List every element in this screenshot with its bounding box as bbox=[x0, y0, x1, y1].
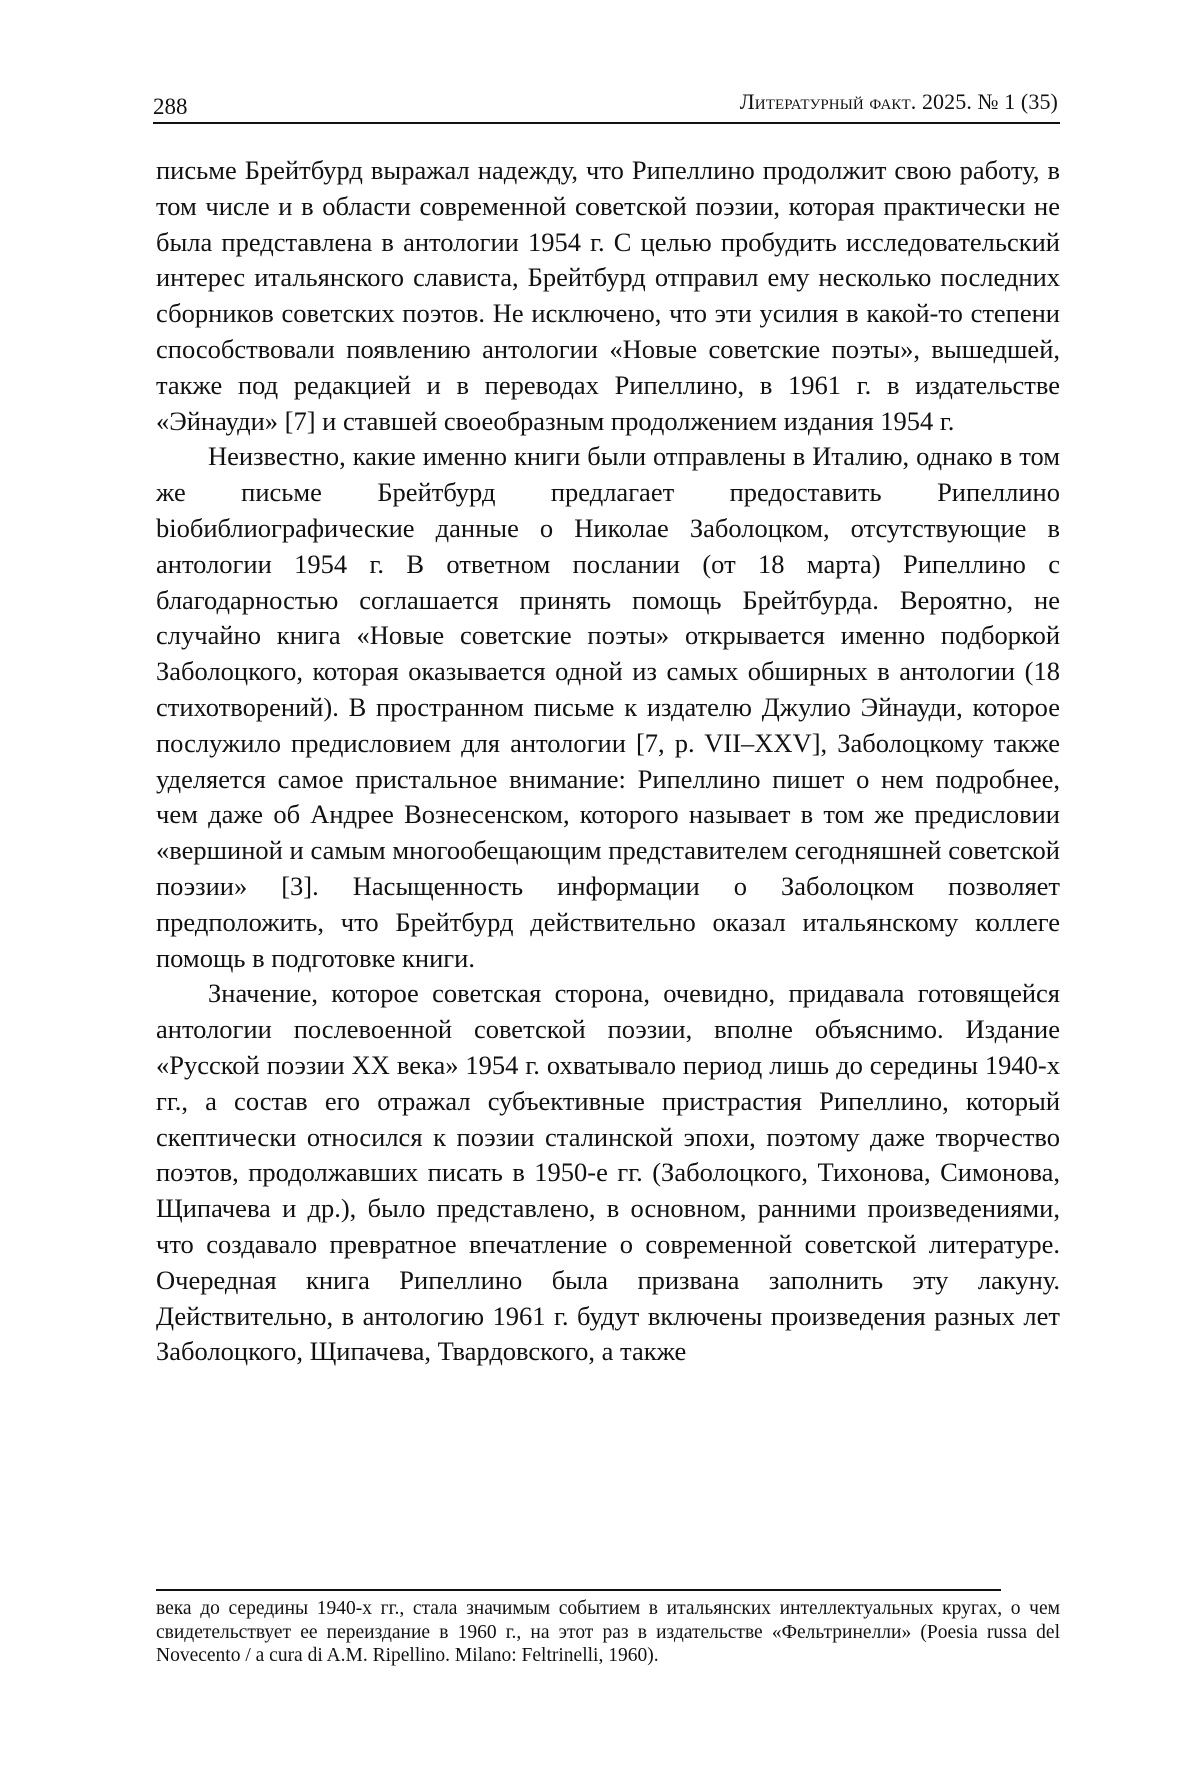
footnote: века до середины 1940-х гг., стала значимым событием в итальянских интеллектуальных кругах, о чем свидетельствует ее переиздание в 1960 г., на этот раз в издательстве «Фельтринелли» (Poesia russa del Novecento / a cura di A.M. Ripellino. Milano: Feltrinelli, 1960). bbox=[156, 1598, 1060, 1666]
footnote-divider bbox=[156, 1589, 1001, 1591]
journal-title: Литературный факт. 2025. № 1 (35) bbox=[739, 89, 1058, 114]
body-paragraph-2: Неизвестно, какие именно книги были отправлены в Италию, однако в том же письме Брейтбурд предлагает предоставить Рипеллино biобиблиографические данные о Николае Заболоцком, отсутствующие в антологии 1954 г. В ответном послании (от 18 марта) Рипеллино с благодарностью соглашается принять помощь Брейтбурда. Вероятно, не случайно книга «Новые советские поэты» открывается именно подборкой Заболоцкого, которая оказывается одной из самых обширных в антологии (18 стихотворений). В пространном письме к издателю Джулио Эйнауди, которое послужило предисловием для антологии [7, p. VII–XXV], Заболоцкому также уделяется самое пристальное внимание: Рипеллино пишет о нем подробнее, чем даже об Андрее Вознесенском, которого называет в том же предисловии «вершиной и самым многообещающим представителем сегодняшней советской поэзии» [3]. Насыщенность информации о Заболоцком позволяет предположить, что Брейтбурд действительно оказал итальянскому коллеге помощь в подготовке книги. bbox=[156, 441, 1060, 973]
body-paragraph-3: Значение, которое советская сторона, очевидно, придавала готовящейся антологии послевоенной советской поэзии, вполне объяснимо. Издание «Русской поэзии XX века» 1954 г. охватывало период лишь до середины 1940-х гг., а состав его отражал субъективные пристрастия Рипеллино, который скептически относился к поэзии сталинской эпохи, поэтому даже творчество поэтов, продолжавших писать в 1950-е гг. (Заболоцкого, Тихонова, Симонова, Щипачева и др.), было представлено, в основном, ранними произведениями, что создавало превратное впечатление о современной советской литературе. Очередная книга Рипеллино была призвана заполнить эту лакуну. Действительно, в антологию 1961 г. будут включены произведения разных лет Заболоцкого, Щипачева, Твардовского, а также bbox=[156, 978, 1060, 1367]
body-text bbox=[156, 153, 1060, 1370]
body-paragraph-1: письме Брейтбурд выражал надежду, что Рипеллино продолжит свою работу, в том числе и в области современной советской поэзии, которая практически не была представлена в антологии 1954 г. С целью пробудить исследовательский интерес итальянского слависта, Брейтбурд отправил ему несколько последних сборников советских поэтов. Не исключено, что эти усилия в какой-то степени способствовали появлению антологии «Новые советские поэты», вышедшей, также под редакцией и в переводах Рипеллино, в 1961 г. в издательстве «Эйнауди» [7] и ставшей своеобразным продолжением издания 1954 г. bbox=[156, 155, 1060, 436]
running-head bbox=[153, 86, 1060, 124]
page-number: 288 bbox=[153, 94, 188, 119]
